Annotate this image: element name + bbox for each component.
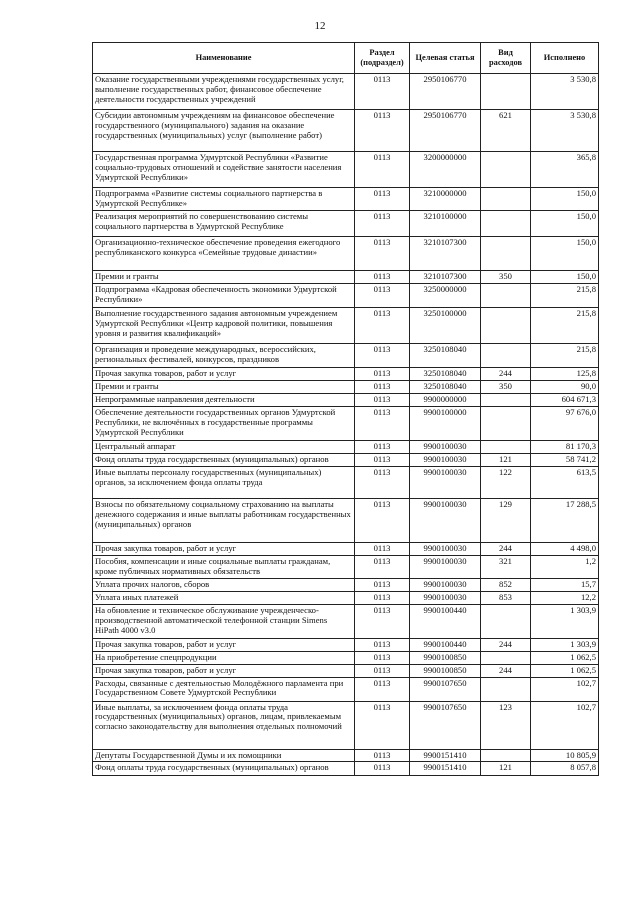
row-article: 9900100440 [410, 638, 481, 651]
row-section: 0113 [355, 453, 410, 466]
row-type [481, 188, 531, 211]
row-article: 2950106770 [410, 110, 481, 152]
row-article: 9900100000 [410, 406, 481, 440]
row-name: На обновление и техническое обслуживание учрежденческо-производственной автоматической телефонной станции Simens HiPath 4000 v3.0 [93, 604, 355, 638]
table-row [93, 152, 599, 188]
table-row [93, 677, 599, 701]
row-name: Депутаты Государственной Думы и их помощники [93, 749, 355, 762]
row-value: 12,2 [531, 591, 599, 604]
row-value: 102,7 [531, 701, 599, 749]
table-row [93, 188, 599, 211]
row-value: 97 676,0 [531, 406, 599, 440]
row-value: 150,0 [531, 236, 599, 270]
row-name: Оказание государственными учреждениями государственных услуг, выполнение государственных работ, финансовое обеспечение деятельности государственных учреждений [93, 74, 355, 110]
row-name: Реализация мероприятий по совершенствованию системы социального партнерства в Удмуртской Республике [93, 210, 355, 236]
row-name: Субсидии автономным учреждениям на финансовое обеспечение государственного (муниципального) задания на оказание государственных (муниципальных) услуг (выполнение работ) [93, 110, 355, 152]
row-name: Центральный аппарат [93, 440, 355, 453]
row-section: 0113 [355, 74, 410, 110]
row-name: Организационно-техническое обеспечение проведения ежегодного республиканского конкурса «Семейные трудовые династии» [93, 236, 355, 270]
table-row [93, 591, 599, 604]
row-type: 621 [481, 110, 531, 152]
row-article: 3250108040 [410, 343, 481, 367]
row-section: 0113 [355, 406, 410, 440]
table-row [93, 578, 599, 591]
row-value: 215,8 [531, 283, 599, 307]
row-article: 9900100030 [410, 591, 481, 604]
row-type [481, 749, 531, 762]
table-row [93, 542, 599, 555]
row-type: 350 [481, 380, 531, 393]
row-value: 10 805,9 [531, 749, 599, 762]
row-value: 613,5 [531, 466, 599, 498]
row-article: 9900100030 [410, 542, 481, 555]
row-name: Организация и проведение международных, всероссийских, региональных фестивалей, конкурсов, праздников [93, 343, 355, 367]
table-row [93, 762, 599, 776]
row-article: 9900100030 [410, 498, 481, 542]
table-row [93, 210, 599, 236]
row-article: 9900100030 [410, 453, 481, 466]
header-type: Вид расходов [481, 43, 531, 74]
row-article: 9900100030 [410, 440, 481, 453]
table-row [93, 664, 599, 677]
row-article: 3210100000 [410, 210, 481, 236]
budget-execution-table [92, 42, 599, 776]
row-section: 0113 [355, 236, 410, 270]
row-section: 0113 [355, 578, 410, 591]
row-name: Прочая закупка товаров, работ и услуг [93, 542, 355, 555]
row-type: 244 [481, 638, 531, 651]
row-type [481, 74, 531, 110]
row-type: 244 [481, 542, 531, 555]
header-article: Целевая статья [410, 43, 481, 74]
row-value: 3 530,8 [531, 110, 599, 152]
row-value: 8 057,8 [531, 762, 599, 776]
row-section: 0113 [355, 440, 410, 453]
row-name: Фонд оплаты труда государственных (муниципальных) органов [93, 762, 355, 776]
row-type: 123 [481, 701, 531, 749]
table-row [93, 393, 599, 406]
table-row [93, 283, 599, 307]
row-value: 58 741,2 [531, 453, 599, 466]
table-row [93, 270, 599, 283]
table-row [93, 406, 599, 440]
row-article: 3250100000 [410, 307, 481, 343]
row-name: Обеспечение деятельности государственных органов Удмуртской Республики, не включённых в государственные программы Удмуртской Республики [93, 406, 355, 440]
row-value: 365,8 [531, 152, 599, 188]
row-name: Уплата иных платежей [93, 591, 355, 604]
row-type: 852 [481, 578, 531, 591]
row-section: 0113 [355, 367, 410, 380]
table-header-row [93, 43, 599, 74]
row-article: 3200000000 [410, 152, 481, 188]
row-name: Пособия, компенсации и иные социальные выплаты гражданам, кроме публичных нормативных обязательств [93, 555, 355, 578]
row-article: 9900100030 [410, 555, 481, 578]
row-section: 0113 [355, 210, 410, 236]
row-value: 604 671,3 [531, 393, 599, 406]
row-article: 3210107300 [410, 270, 481, 283]
table-row [93, 498, 599, 542]
row-section: 0113 [355, 380, 410, 393]
row-section: 0113 [355, 466, 410, 498]
row-type: 121 [481, 453, 531, 466]
row-type: 244 [481, 664, 531, 677]
row-section: 0113 [355, 542, 410, 555]
row-value: 150,0 [531, 188, 599, 211]
row-value: 215,8 [531, 343, 599, 367]
row-value: 215,8 [531, 307, 599, 343]
row-type [481, 307, 531, 343]
row-name: Премии и гранты [93, 380, 355, 393]
table-row [93, 701, 599, 749]
row-type [481, 677, 531, 701]
row-section: 0113 [355, 110, 410, 152]
row-name: Премии и гранты [93, 270, 355, 283]
row-section: 0113 [355, 591, 410, 604]
row-value: 4 498,0 [531, 542, 599, 555]
row-type: 244 [481, 367, 531, 380]
row-section: 0113 [355, 762, 410, 776]
row-type [481, 651, 531, 664]
row-article: 2950106770 [410, 74, 481, 110]
row-section: 0113 [355, 677, 410, 701]
row-value: 3 530,8 [531, 74, 599, 110]
row-article: 9900100850 [410, 664, 481, 677]
row-name: Фонд оплаты труда государственных (муниципальных) органов [93, 453, 355, 466]
row-value: 17 288,5 [531, 498, 599, 542]
row-value: 15,7 [531, 578, 599, 591]
table-row [93, 453, 599, 466]
row-type [481, 236, 531, 270]
row-value: 81 170,3 [531, 440, 599, 453]
header-executed: Исполнено [531, 43, 599, 74]
row-section: 0113 [355, 270, 410, 283]
row-value: 1 062,5 [531, 651, 599, 664]
row-type [481, 343, 531, 367]
row-section: 0113 [355, 555, 410, 578]
row-name: Иные выплаты персоналу государственных (муниципальных) органов, за исключением фонда оплаты труда [93, 466, 355, 498]
row-type [481, 393, 531, 406]
row-article: 3250000000 [410, 283, 481, 307]
row-type: 350 [481, 270, 531, 283]
table-row [93, 749, 599, 762]
row-name: Государственная программа Удмуртской Республики «Развитие социально-трудовых отношений и содействие занятости населения Удмуртской Республики» [93, 152, 355, 188]
row-value: 1 303,9 [531, 638, 599, 651]
row-name: Прочая закупка товаров, работ и услуг [93, 638, 355, 651]
row-section: 0113 [355, 638, 410, 651]
row-value: 1,2 [531, 555, 599, 578]
row-value: 1 062,5 [531, 664, 599, 677]
header-name: Наименование [93, 43, 355, 74]
row-article: 9900100030 [410, 578, 481, 591]
table-row [93, 74, 599, 110]
row-section: 0113 [355, 749, 410, 762]
table-row [93, 367, 599, 380]
row-article: 9900151410 [410, 749, 481, 762]
row-article: 3210000000 [410, 188, 481, 211]
row-type: 122 [481, 466, 531, 498]
row-type: 121 [481, 762, 531, 776]
table-row [93, 651, 599, 664]
row-article: 9900151410 [410, 762, 481, 776]
row-value: 125,8 [531, 367, 599, 380]
row-name: Расходы, связанные с деятельностью Молодёжного парламента при Государственном Совете Удмуртской Республики [93, 677, 355, 701]
row-section: 0113 [355, 307, 410, 343]
row-value: 102,7 [531, 677, 599, 701]
row-type [481, 283, 531, 307]
row-type: 129 [481, 498, 531, 542]
row-name: Подпрограмма «Кадровая обеспеченность экономики Удмуртской Республики» [93, 283, 355, 307]
row-section: 0113 [355, 393, 410, 406]
row-section: 0113 [355, 283, 410, 307]
row-section: 0113 [355, 604, 410, 638]
row-name: Подпрограмма «Развитие системы социального партнерства в Удмуртской Республике» [93, 188, 355, 211]
row-section: 0113 [355, 188, 410, 211]
row-article: 9900107650 [410, 701, 481, 749]
row-type [481, 440, 531, 453]
row-value: 1 303,9 [531, 604, 599, 638]
row-name: Прочая закупка товаров, работ и услуг [93, 367, 355, 380]
row-value: 150,0 [531, 210, 599, 236]
row-article: 9900100030 [410, 466, 481, 498]
table-row [93, 307, 599, 343]
row-name: Взносы по обязательному социальному страхованию на выплаты денежного содержания и иные выплаты работникам государственных (муниципальных) органов [93, 498, 355, 542]
row-name: Иные выплаты, за исключением фонда оплаты труда государственных (муниципальных) органов, лицам, привлекаемым согласно законодательству для выполнения отдельных полномочий [93, 701, 355, 749]
row-article: 3250108040 [410, 380, 481, 393]
row-type: 321 [481, 555, 531, 578]
table-row [93, 638, 599, 651]
row-section: 0113 [355, 498, 410, 542]
row-article: 9900100850 [410, 651, 481, 664]
table-row [93, 555, 599, 578]
row-section: 0113 [355, 651, 410, 664]
row-type [481, 210, 531, 236]
page-number: 12 [314, 20, 326, 32]
row-type [481, 604, 531, 638]
row-value: 90,0 [531, 380, 599, 393]
row-type [481, 152, 531, 188]
row-article: 3250108040 [410, 367, 481, 380]
row-section: 0113 [355, 343, 410, 367]
table-row [93, 236, 599, 270]
row-name: Прочая закупка товаров, работ и услуг [93, 664, 355, 677]
header-section: Раздел (подраздел) [355, 43, 410, 74]
row-article: 9900000000 [410, 393, 481, 406]
row-name: Непрограммные направления деятельности [93, 393, 355, 406]
row-name: На приобретение спецпродукции [93, 651, 355, 664]
table-row [93, 110, 599, 152]
table-row [93, 604, 599, 638]
table-row [93, 343, 599, 367]
row-article: 9900107650 [410, 677, 481, 701]
row-type [481, 406, 531, 440]
row-section: 0113 [355, 152, 410, 188]
table-row [93, 380, 599, 393]
row-name: Выполнение государственного задания автономным учреждением Удмуртской Республики «Центр кадровой политики, повышения уровня и развития квалификаций» [93, 307, 355, 343]
row-type: 853 [481, 591, 531, 604]
row-article: 9900100440 [410, 604, 481, 638]
table-row [93, 440, 599, 453]
row-name: Уплата прочих налогов, сборов [93, 578, 355, 591]
row-section: 0113 [355, 701, 410, 749]
table-row [93, 466, 599, 498]
row-article: 3210107300 [410, 236, 481, 270]
row-section: 0113 [355, 664, 410, 677]
row-value: 150,0 [531, 270, 599, 283]
